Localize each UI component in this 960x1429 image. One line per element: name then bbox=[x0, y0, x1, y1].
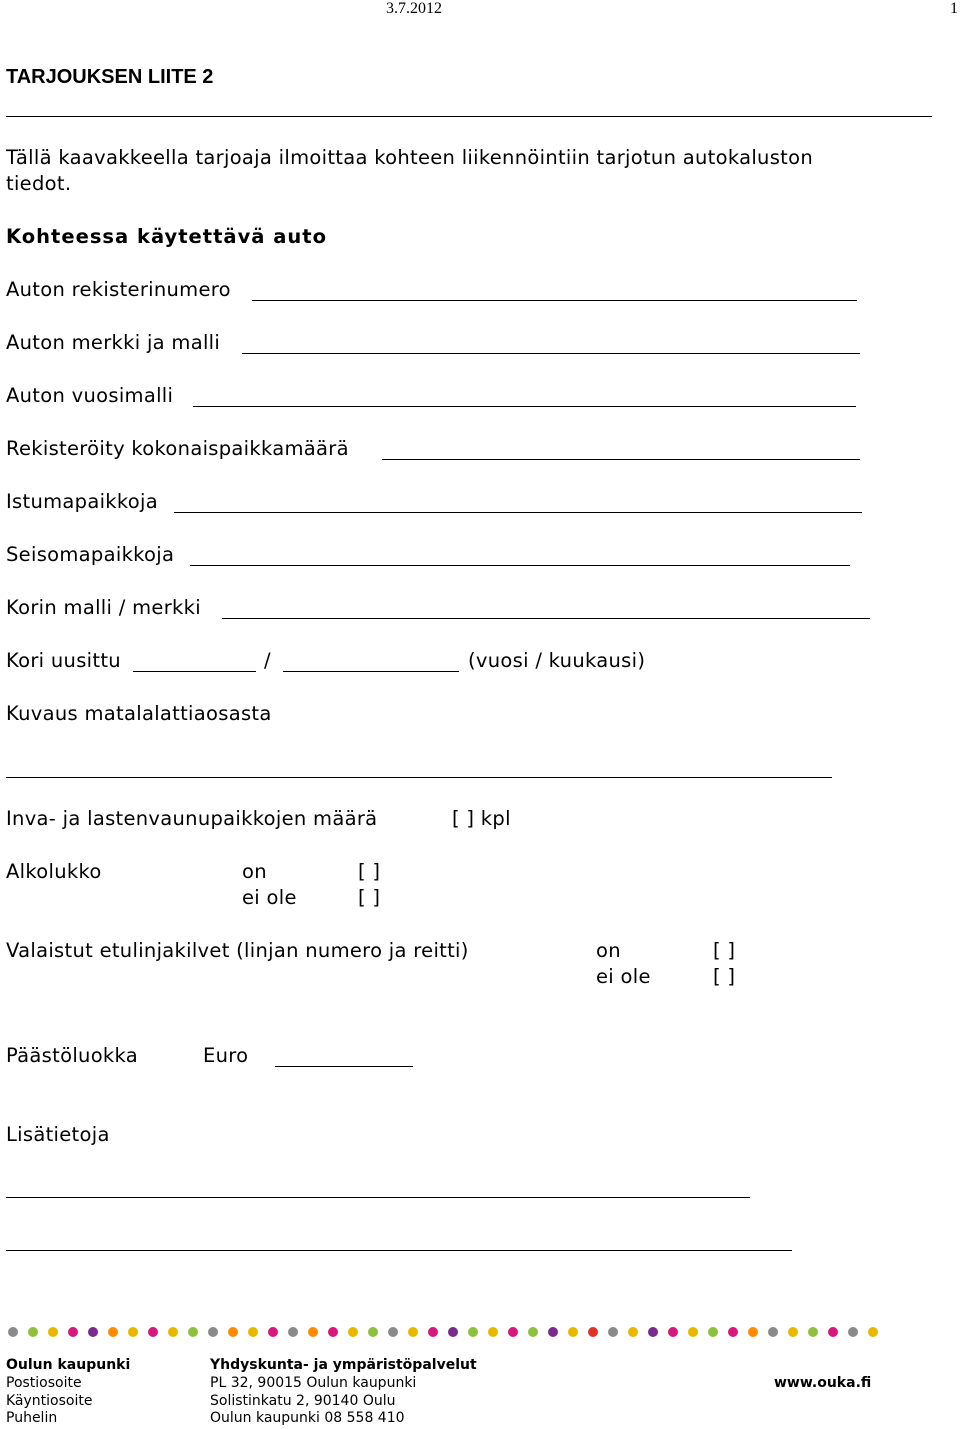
wheelchair-label: Inva- ja lastenvaunupaikkojen määrä bbox=[6, 807, 378, 830]
decorative-dot bbox=[268, 1327, 278, 1337]
front-signs-no-box[interactable]: [ ] bbox=[713, 965, 736, 988]
decorative-dot bbox=[688, 1327, 698, 1337]
decorative-dot bbox=[288, 1327, 298, 1337]
total-seats-line[interactable] bbox=[382, 459, 860, 460]
front-signs-yes-label: on bbox=[596, 939, 621, 962]
decorative-dot bbox=[348, 1327, 358, 1337]
decorative-dot bbox=[148, 1327, 158, 1337]
decorative-dot bbox=[728, 1327, 738, 1337]
decorative-dot bbox=[228, 1327, 238, 1337]
decorative-dot bbox=[848, 1327, 858, 1337]
front-signs-label: Valaistut etulinjakilvet (linjan numero ja reitti) bbox=[6, 939, 469, 962]
body-label: Korin malli / merkki bbox=[6, 596, 201, 619]
alcolock-yes-box[interactable]: [ ] bbox=[358, 860, 381, 883]
alcolock-no-label: ei ole bbox=[242, 886, 297, 909]
emission-label: Päästöluokka bbox=[6, 1044, 139, 1067]
decorative-dot bbox=[408, 1327, 418, 1337]
decorative-dot bbox=[708, 1327, 718, 1337]
footer-postal-value: PL 32, 90015 Oulun kaupunki bbox=[210, 1375, 417, 1391]
front-signs-no-label: ei ole bbox=[596, 965, 651, 988]
decorative-dot bbox=[808, 1327, 818, 1337]
decorative-dot bbox=[788, 1327, 798, 1337]
intro-line-2: tiedot. bbox=[6, 172, 72, 195]
decorative-dot bbox=[628, 1327, 638, 1337]
decorative-dot bbox=[548, 1327, 558, 1337]
alcolock-yes-label: on bbox=[242, 860, 267, 883]
decorative-dot bbox=[388, 1327, 398, 1337]
decorative-dot bbox=[88, 1327, 98, 1337]
wheelchair-box[interactable]: [ ] kpl bbox=[452, 807, 511, 830]
body-renewed-slash: / bbox=[264, 649, 271, 672]
decorative-dot bbox=[588, 1327, 598, 1337]
decorative-dot bbox=[48, 1327, 58, 1337]
decorative-dot bbox=[68, 1327, 78, 1337]
low-floor-line[interactable] bbox=[6, 777, 832, 778]
additional-line-1[interactable] bbox=[6, 1197, 750, 1198]
header-date: 3.7.2012 bbox=[386, 0, 442, 17]
decorative-dot bbox=[248, 1327, 258, 1337]
footer-phone-value: Oulun kaupunki 08 558 410 bbox=[210, 1410, 405, 1426]
footer-dept: Yhdyskunta- ja ympäristöpalvelut bbox=[210, 1357, 477, 1373]
model-year-label: Auton vuosimalli bbox=[6, 384, 174, 407]
additional-line-2[interactable] bbox=[6, 1250, 792, 1251]
body-renewed-year-line[interactable] bbox=[133, 671, 256, 672]
body-renewed-month-line[interactable] bbox=[283, 671, 459, 672]
body-line[interactable] bbox=[222, 618, 870, 619]
seats-label: Istumapaikkoja bbox=[6, 490, 158, 513]
decorative-dot bbox=[448, 1327, 458, 1337]
front-signs-yes-box[interactable]: [ ] bbox=[713, 939, 736, 962]
intro-line-1: Tällä kaavakkeella tarjoaja ilmoittaa kohteen liikennöintiin tarjotun autokaluston bbox=[6, 146, 813, 169]
registration-label: Auton rekisterinumero bbox=[6, 278, 231, 301]
decorative-dot bbox=[868, 1327, 878, 1337]
section-title: Kohteessa käytettävä auto bbox=[6, 225, 327, 248]
decorative-dot bbox=[188, 1327, 198, 1337]
body-renewed-label: Kori uusittu bbox=[6, 649, 121, 672]
decorative-dot bbox=[608, 1327, 618, 1337]
decorative-dot bbox=[828, 1327, 838, 1337]
standing-label: Seisomapaikkoja bbox=[6, 543, 175, 566]
standing-line[interactable] bbox=[190, 565, 850, 566]
footer-website[interactable]: www.ouka.fi bbox=[774, 1375, 872, 1391]
decorative-dot bbox=[208, 1327, 218, 1337]
alcolock-label: Alkolukko bbox=[6, 860, 102, 883]
euro-line[interactable] bbox=[275, 1066, 413, 1067]
decorative-dot bbox=[108, 1327, 118, 1337]
decorative-dot bbox=[768, 1327, 778, 1337]
footer-org: Oulun kaupunki bbox=[6, 1357, 131, 1373]
decorative-dot bbox=[668, 1327, 678, 1337]
registration-line[interactable] bbox=[252, 300, 857, 301]
euro-label: Euro bbox=[203, 1044, 249, 1067]
decorative-dot bbox=[428, 1327, 438, 1337]
decorative-dot bbox=[128, 1327, 138, 1337]
decorative-dot bbox=[328, 1327, 338, 1337]
body-renewed-unit: (vuosi / kuukausi) bbox=[468, 649, 646, 672]
make-model-line[interactable] bbox=[242, 353, 860, 354]
decorative-dot bbox=[488, 1327, 498, 1337]
decorative-dot bbox=[368, 1327, 378, 1337]
model-year-line[interactable] bbox=[193, 406, 856, 407]
make-model-label: Auton merkki ja malli bbox=[6, 331, 221, 354]
decorative-dot bbox=[468, 1327, 478, 1337]
additional-label: Lisätietoja bbox=[6, 1123, 110, 1146]
seats-line[interactable] bbox=[174, 512, 862, 513]
footer-postal-label: Postiosoite bbox=[6, 1375, 82, 1391]
total-seats-label: Rekisteröity kokonaispaikkamäärä bbox=[6, 437, 349, 460]
decorative-dot bbox=[528, 1327, 538, 1337]
decorative-dot bbox=[568, 1327, 578, 1337]
low-floor-label: Kuvaus matalalattiaosasta bbox=[6, 702, 272, 725]
decorative-dot bbox=[28, 1327, 38, 1337]
footer-phone-label: Puhelin bbox=[6, 1410, 58, 1426]
decorative-dot bbox=[308, 1327, 318, 1337]
decorative-dot bbox=[8, 1327, 18, 1337]
decorative-dot bbox=[748, 1327, 758, 1337]
decorative-dot bbox=[648, 1327, 658, 1337]
page-number: 1 bbox=[950, 0, 958, 17]
decorative-dot bbox=[168, 1327, 178, 1337]
title-rule bbox=[6, 116, 932, 117]
footer-visit-label: Käyntiosoite bbox=[6, 1393, 93, 1409]
document-title: TARJOUKSEN LIITE 2 bbox=[6, 66, 214, 88]
alcolock-no-box[interactable]: [ ] bbox=[358, 886, 381, 909]
decorative-dot bbox=[508, 1327, 518, 1337]
footer-visit-value: Solistinkatu 2, 90140 Oulu bbox=[210, 1393, 396, 1409]
